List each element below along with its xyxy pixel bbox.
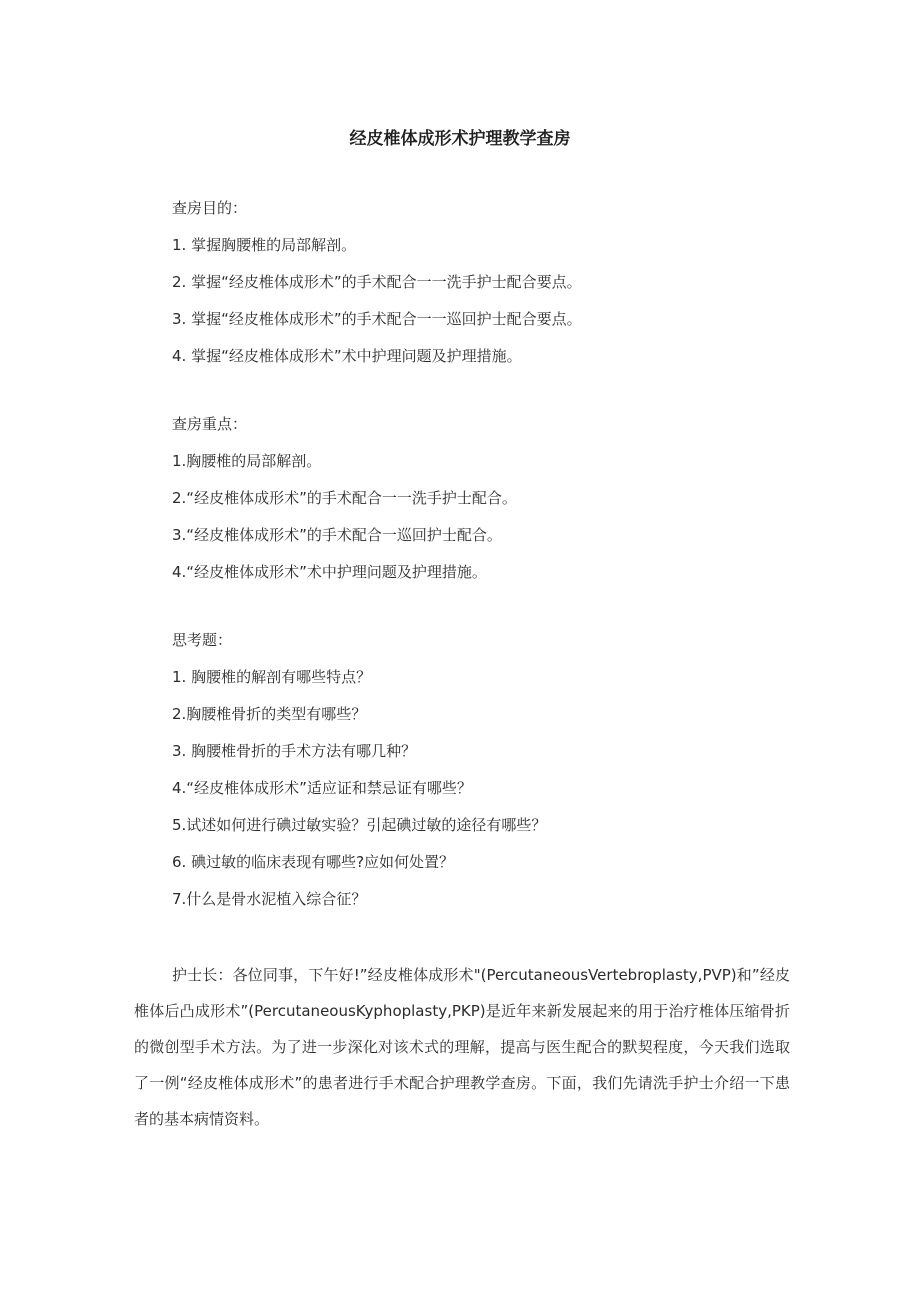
questions-heading: 思考题： (172, 631, 233, 649)
question-item: 6. 碘过敏的临床表现有哪些?应如何处置？ (172, 853, 455, 871)
question-item: 7.什么是骨水泥植入综合征？ (172, 890, 367, 908)
purpose-item: 4. 掌握“经皮椎体成形术”术中护理问题及护理措施。 (172, 347, 522, 365)
question-item: 5.试述如何进行碘过敏实验？引起碘过敏的途径有哪些？ (172, 816, 547, 834)
purpose-heading: 查房目的： (172, 199, 248, 217)
question-item: 1. 胸腰椎的解剖有哪些特点？ (172, 668, 372, 686)
document-title: 经皮椎体成形术护理教学查房 (349, 129, 571, 149)
focus-item: 2.“经皮椎体成形术”的手术配合一一洗手护士配合。 (172, 489, 517, 507)
focus-item: 3.“经皮椎体成形术”的手术配合一巡回护士配合。 (172, 526, 502, 544)
focus-section (172, 415, 812, 600)
intro-section (134, 957, 790, 1137)
questions-section (172, 631, 812, 927)
question-item: 4.“经皮椎体成形术”适应证和禁忌证有哪些？ (172, 779, 472, 797)
focus-item: 1.胸腰椎的局部解剖。 (172, 452, 322, 470)
purpose-item: 1. 掌握胸腰椎的局部解剖。 (172, 236, 357, 254)
purpose-item: 3. 掌握“经皮椎体成形术”的手术配合一一巡回护士配合要点。 (172, 310, 582, 328)
question-item: 2.胸腰椎骨折的类型有哪些？ (172, 705, 367, 723)
focus-heading: 查房重点： (172, 415, 248, 433)
intro-paragraph: 护士长：各位同事，下午好!”经皮椎体成形术"(PercutaneousVertebroplasty,PVP)和”经皮椎体后凸成形术”(PercutaneousKyphoplasty,PKP)是近年来新发展起来的用于治疗椎体压缩骨折的微创型手术方法。为了进一步深化对该术式的理解，提高与医生配合的默契程度，今天我们选取了一例“经皮椎体成形术”的患者进行手术配合护理教学查房。下面，我们先请洗手护士介绍一下患者的基本病情资料。 (134, 966, 790, 1128)
focus-item: 4.“经皮椎体成形术”术中护理问题及护理措施。 (172, 563, 487, 581)
purpose-section (172, 199, 812, 384)
question-item: 3. 胸腰椎骨折的手术方法有哪几种？ (172, 742, 417, 760)
purpose-item: 2. 掌握“经皮椎体成形术”的手术配合一一洗手护士配合要点。 (172, 273, 582, 291)
